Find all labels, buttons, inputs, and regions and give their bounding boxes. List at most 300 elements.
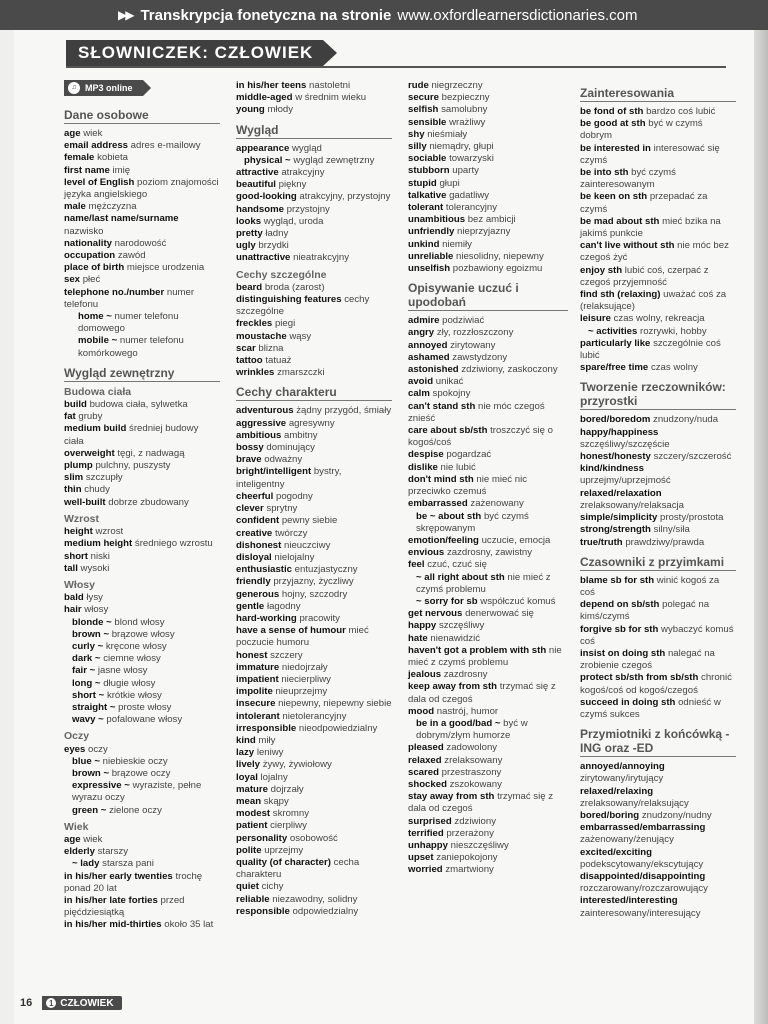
translation: starszy: [97, 846, 128, 858]
translation: odnieść w czymś sukces: [580, 696, 721, 720]
vocab-entry: [236, 405, 392, 417]
translation: brzydki: [258, 240, 289, 252]
headword: freckles: [236, 318, 273, 330]
translation: zażenowany/żenujący: [580, 834, 674, 846]
translation: cecha charakteru: [236, 856, 360, 881]
translation: uważać coś za (relaksujące): [580, 289, 727, 313]
headword: age: [64, 833, 81, 845]
translation: młody: [267, 104, 294, 116]
mp3-online-button[interactable]: [64, 80, 143, 96]
vocab-entry: [236, 155, 392, 167]
page-edge: [754, 30, 768, 1024]
headword: thin: [64, 484, 82, 496]
translation: tatuaż: [265, 355, 292, 367]
headword: middle-aged: [236, 92, 293, 104]
section-heading: Przymiotniki z końcówką -ING oraz -ED: [580, 727, 736, 757]
vocab-entry: [580, 451, 736, 463]
vocab-entry: [236, 735, 392, 747]
vocab-entry: [580, 338, 736, 362]
translation: starsza pani: [102, 858, 154, 870]
headword: unambitious: [408, 214, 466, 226]
headword: ashamed: [408, 351, 450, 363]
vocab-entry: [580, 463, 736, 487]
headword: confident: [236, 515, 280, 527]
vocab-entry: [408, 669, 568, 681]
translation: długie włosy: [103, 677, 156, 689]
headword: find sth (relaxing): [580, 289, 661, 301]
headword: aggressive: [236, 417, 287, 429]
vocab-entry: [64, 768, 220, 780]
translation: uparty: [452, 165, 479, 177]
translation: numer telefonu komórkowego: [78, 335, 184, 359]
translation: atrakcyjny: [281, 167, 325, 179]
headword: impatient: [236, 673, 279, 685]
translation: nieprzyjazny: [457, 226, 511, 238]
translation: pulchny, puszysty: [95, 460, 171, 472]
vocab-entry: [236, 92, 392, 104]
vocab-entry: [580, 697, 736, 721]
double-arrow-icon: ▶▶: [118, 8, 133, 22]
headword: disappointed/disappointing: [580, 870, 706, 882]
headword: bossy: [236, 442, 264, 454]
vocab-entry: [580, 143, 736, 167]
headword: scared: [408, 766, 439, 778]
vocab-entry: [408, 535, 568, 547]
headword: generous: [236, 588, 280, 600]
translation: agresywny: [288, 417, 335, 429]
translation: uprzejmy: [264, 844, 304, 856]
translation: skromny: [272, 808, 310, 820]
vocab-entry: [64, 805, 220, 817]
headword: calm: [408, 388, 430, 400]
section-heading: Tworzenie rzeczowników: przyrostki: [580, 380, 736, 410]
headword: reliable: [236, 893, 270, 905]
vocab-entry: [236, 723, 392, 735]
vocab-entry: [236, 216, 392, 228]
vocab-entry: [236, 601, 392, 613]
vocab-entry: [64, 744, 220, 756]
translation: kręcone włosy: [105, 640, 167, 652]
vocab-entry: [408, 852, 568, 864]
translation: rozrywki, hobby: [640, 325, 707, 337]
translation: miejsce urodzenia: [126, 262, 205, 274]
vocab-entry: [64, 448, 220, 460]
headword: unkind: [408, 238, 440, 250]
translation: niemądry, głupi: [429, 141, 494, 153]
headword: quiet: [236, 881, 259, 893]
vocab-entry: [236, 845, 392, 857]
vocab-entry: [64, 641, 220, 653]
headword: young: [236, 104, 265, 116]
headword: polite: [236, 844, 262, 856]
vocab-entry: [580, 191, 736, 215]
headword: medium height: [64, 538, 133, 550]
translation: szczęśliwy: [438, 620, 485, 632]
translation: zdziwiony: [454, 815, 496, 827]
translation: imię: [112, 164, 131, 176]
vocab-entry: [408, 340, 568, 352]
translation: samolubny: [441, 104, 488, 116]
vocab-entry: [408, 425, 568, 449]
headword: immature: [236, 661, 280, 673]
translation: szczery/szczerość: [653, 451, 732, 463]
headword: depend on sb/sth: [580, 599, 660, 611]
translation: czas wolny, rekreacja: [613, 313, 705, 325]
banner-text: Transkrypcja fonetyczna na stronie: [140, 6, 392, 24]
translation: żywy, żywiołowy: [262, 759, 332, 771]
vocab-entry: [580, 167, 736, 191]
headword: insist on doing sth: [580, 647, 666, 659]
vocab-entry: [408, 608, 568, 620]
translation: kobieta: [97, 152, 129, 164]
headword: be good at sth: [580, 118, 646, 130]
vocab-entry: [64, 780, 220, 804]
vocab-entry: [64, 497, 220, 509]
vocab-entry: [580, 822, 736, 846]
translation: zły, rozzłoszczony: [436, 327, 514, 339]
headword: unselfish: [408, 263, 451, 275]
translation: nieuprzejmy: [275, 686, 328, 698]
headword: slim: [64, 472, 84, 484]
vocab-entry: [64, 551, 220, 563]
vocab-entry: [64, 152, 220, 164]
translation: ładny: [265, 228, 289, 240]
headword: wavy ~: [72, 714, 104, 726]
headword: keep away from sth: [408, 681, 498, 693]
subsection-heading: Budowa ciała: [64, 385, 132, 398]
translation: krótkie włosy: [106, 689, 162, 701]
vocab-entry: [408, 165, 568, 177]
headword: cheerful: [236, 490, 274, 502]
translation: ciemne włosy: [103, 653, 161, 665]
translation: zrelaksowany/relaksujący: [580, 797, 689, 809]
headword: bald: [64, 592, 84, 604]
translation: płeć: [82, 274, 101, 286]
vocab-entry: [580, 106, 736, 118]
translation: tolerancyjny: [445, 202, 498, 214]
vocab-entry: [64, 484, 220, 496]
column-4: [580, 80, 736, 920]
vocab-entry: [236, 564, 392, 576]
vocab-entry: [236, 228, 392, 240]
translation: trzymać się z dala od czegoś: [408, 681, 556, 705]
translation: zirytowany: [450, 339, 496, 351]
translation: wyraziste, pełne wyrazu oczy: [72, 780, 202, 804]
headword: excited/exciting: [580, 846, 652, 858]
headword: beautiful: [236, 179, 276, 191]
vocab-entry: [64, 846, 220, 858]
translation: nalegać na zrobienie czegoś: [580, 647, 715, 672]
headword: unattractive: [236, 252, 291, 264]
headword: lazy: [236, 747, 255, 759]
vocab-entry: [408, 178, 568, 190]
headword: nationality: [64, 237, 112, 249]
translation: szczęśliwy/szczęście: [580, 438, 670, 450]
vocab-entry: [236, 294, 392, 318]
headword: don't mind sth: [408, 473, 474, 485]
vocab-entry: [64, 858, 220, 870]
translation: prawdziwy/prawda: [625, 536, 705, 548]
headword: male: [64, 201, 86, 213]
translation: dobrze zbudowany: [108, 496, 189, 508]
headword: female: [64, 152, 95, 164]
translation: zażenowany: [470, 498, 524, 510]
translation: numer telefonu: [64, 286, 195, 310]
vocab-entry: [236, 808, 392, 820]
vocab-entry: [408, 104, 568, 116]
vocab-entry: [408, 791, 568, 815]
vocab-entry: [408, 251, 568, 263]
headword: hard-working: [236, 612, 297, 624]
headword: level of English: [64, 176, 135, 188]
translation: być czymś zainteresowanym: [580, 167, 676, 191]
headword: telephone no./number: [64, 286, 165, 298]
vocab-entry: [236, 331, 392, 343]
translation: pewny siebie: [281, 515, 338, 527]
vocab-entry: [64, 287, 220, 311]
translation: niepewny, niepewny siebie: [278, 698, 392, 710]
vocab-entry: [64, 460, 220, 472]
vocab-entry: [236, 759, 392, 771]
headword: build: [64, 399, 87, 411]
section-heading: Opisywanie uczuć i upodobań: [408, 281, 568, 311]
translation: zainteresowany/interesujący: [580, 907, 701, 919]
headword: relaxed: [408, 754, 442, 766]
headword: impolite: [236, 686, 273, 698]
translation: adres e-mailowy: [130, 140, 201, 152]
vocab-entry: [408, 620, 568, 632]
translation: zmarszczki: [277, 367, 325, 379]
headword: tolerant: [408, 202, 444, 214]
subsection-heading: Oczy: [64, 730, 90, 743]
translation: włosy: [84, 604, 109, 616]
vocab-entry: [408, 572, 568, 596]
subsection-heading: Włosy: [64, 578, 95, 591]
headword: ~ activities: [588, 325, 638, 337]
vocab-entry: [64, 250, 220, 262]
translation: niezawodny, solidny: [272, 893, 358, 905]
vocab-entry: [580, 512, 736, 524]
translation: pofalowane włosy: [106, 714, 183, 726]
headword: rude: [408, 80, 429, 91]
headword: insecure: [236, 698, 276, 710]
translation: nielojalny: [274, 551, 315, 563]
vocab-entry: [64, 538, 220, 550]
translation: nie lubić: [440, 461, 476, 473]
vocab-entry: [236, 343, 392, 355]
vocab-entry: [64, 871, 220, 895]
top-banner: [0, 0, 768, 30]
translation: nieśmiały: [427, 128, 468, 140]
vocab-entry: [408, 645, 568, 669]
headword: tattoo: [236, 355, 263, 367]
vocab-entry: [236, 796, 392, 808]
headword: spare/free time: [580, 362, 649, 374]
translation: dominujący: [266, 442, 315, 454]
vocab-entry: [408, 92, 568, 104]
vocab-entry: [408, 596, 568, 608]
vocab-entry: [408, 633, 568, 645]
headword: enjoy sth: [580, 264, 623, 276]
headword: envious: [408, 547, 445, 559]
vocab-entry: [236, 747, 392, 759]
vocab-entry: [64, 714, 220, 726]
translation: wygląd zewnętrzny: [293, 154, 375, 166]
headword: mood: [408, 705, 435, 717]
column-1: [64, 80, 220, 932]
translation: wiek: [83, 128, 103, 139]
translation: prosty/prostota: [659, 512, 724, 524]
headword: be keen on sth: [580, 191, 648, 203]
headword: responsible: [236, 905, 290, 917]
headword: bored/boredom: [580, 414, 651, 426]
translation: ambitny: [283, 429, 318, 441]
chapter-number: 1: [46, 998, 56, 1008]
vocab-entry: [408, 141, 568, 153]
translation: niecierpliwy: [281, 673, 331, 685]
headword: be in a good/bad ~: [416, 717, 501, 729]
vocab-entry: [408, 352, 568, 364]
headword: place of birth: [64, 262, 125, 274]
vocab-entry: [408, 828, 568, 840]
translation: zielone oczy: [109, 804, 162, 816]
headword: worried: [408, 864, 443, 876]
vocab-entry: [236, 143, 392, 155]
headword: stay away from sth: [408, 791, 495, 803]
translation: nie mieć nic przeciwko czemuś: [408, 473, 528, 498]
translation: wybaczyć komuś coś: [580, 623, 734, 647]
headword: blonde ~: [72, 616, 112, 628]
vocab-entry: [408, 239, 568, 251]
headword: in his/her late forties: [64, 894, 158, 906]
headword: height: [64, 526, 93, 538]
translation: podekscytowany/ekscytujący: [580, 858, 704, 870]
headword: quality (of character): [236, 856, 331, 868]
headword: fat: [64, 411, 76, 423]
headword: silly: [408, 141, 427, 153]
translation: entuzjastyczny: [294, 564, 358, 576]
vocab-entry: [580, 326, 736, 338]
translation: blizna: [258, 342, 284, 354]
headword: modest: [236, 808, 271, 820]
headword: have a sense of humour: [236, 625, 346, 637]
translation: dojrzały: [270, 783, 304, 795]
translation: spokojny: [432, 388, 471, 400]
vocab-entry: [580, 575, 736, 599]
subsection-heading: Cechy szczególne: [236, 268, 327, 281]
vocab-entry: [580, 672, 736, 696]
translation: przestraszony: [441, 766, 502, 778]
headword: tall: [64, 562, 78, 574]
translation: szczery: [270, 649, 303, 661]
vocab-entry: [236, 698, 392, 710]
headword: terrified: [408, 827, 444, 839]
vocab-entry: [64, 201, 220, 213]
translation: jasne włosy: [97, 665, 148, 677]
translation: łysy: [86, 592, 103, 604]
translation: nastrój, humor: [436, 705, 499, 717]
vocab-entry: [580, 871, 736, 895]
translation: nie mieć z czymś problemu: [408, 644, 562, 668]
headword: strong/strength: [580, 524, 651, 536]
vocab-entry: [236, 552, 392, 564]
headword: leisure: [580, 313, 611, 325]
vocab-entry: [408, 153, 568, 165]
vocab-entry: [64, 834, 220, 846]
translation: pogodny: [276, 490, 313, 502]
translation: unikać: [435, 376, 464, 388]
translation: cechy szczególne: [236, 294, 370, 318]
headword: adventurous: [236, 405, 294, 417]
headword: angry: [408, 327, 435, 339]
vocab-entry: [408, 547, 568, 559]
translation: przepadać za czymś: [580, 191, 708, 215]
vocab-entry: [236, 711, 392, 723]
chapter-tab: [42, 996, 121, 1010]
headword: forgive sb for sth: [580, 623, 659, 635]
vocab-entry: [236, 167, 392, 179]
translation: wygląd: [292, 142, 322, 154]
headword: mobile ~: [78, 335, 118, 347]
vocab-entry: [64, 895, 220, 919]
translation: znudzony/nudny: [641, 809, 712, 821]
headword: age: [64, 128, 81, 139]
headword: enthusiastic: [236, 564, 292, 576]
headword: honest: [236, 649, 268, 661]
vocab-entry: [236, 589, 392, 601]
vocab-entry: [408, 364, 568, 376]
vocab-entry: [64, 690, 220, 702]
vocab-entry: [236, 80, 392, 92]
headword: medium build: [64, 423, 127, 435]
vocab-entry: [408, 706, 568, 718]
vocab-entry: [236, 104, 392, 116]
headword: surprised: [408, 815, 452, 827]
headword: selfish: [408, 104, 439, 116]
headword: dislike: [408, 461, 438, 473]
headword: mature: [236, 783, 268, 795]
headword: admire: [408, 315, 440, 327]
headword: astonished: [408, 364, 459, 376]
column-3: [408, 80, 568, 877]
translation: wzrost: [95, 526, 124, 538]
headword: be interested in: [580, 142, 651, 154]
translation: niemiły: [442, 238, 472, 250]
banner-url[interactable]: www.oxfordlearnersdictionaries.com: [397, 6, 638, 24]
headword: fair ~: [72, 665, 96, 677]
headword: protect sb/sth from sb/sth: [580, 672, 699, 684]
headword: ugly: [236, 240, 256, 252]
translation: zawód: [117, 250, 146, 262]
translation: troszczyć się o kogoś/coś: [408, 425, 554, 449]
vocab-entry: [580, 847, 736, 871]
page-number: 16: [20, 997, 33, 1009]
section-heading: Dane osobowe: [64, 108, 220, 124]
translation: być czymś skrępowanym: [416, 510, 529, 534]
vocab-entry: [236, 857, 392, 881]
headword: disloyal: [236, 551, 272, 563]
vocab-entry: [408, 559, 568, 571]
vocab-entry: [64, 756, 220, 768]
headword: in his/her teens: [236, 80, 307, 91]
headword: unreliable: [408, 250, 454, 262]
translation: zazdrosny: [443, 669, 488, 681]
headword: avoid: [408, 376, 434, 388]
vocab-entry: [64, 592, 220, 604]
vocab-entry: [580, 599, 736, 623]
headword: unhappy: [408, 839, 448, 851]
vocab-entry: [580, 313, 736, 325]
